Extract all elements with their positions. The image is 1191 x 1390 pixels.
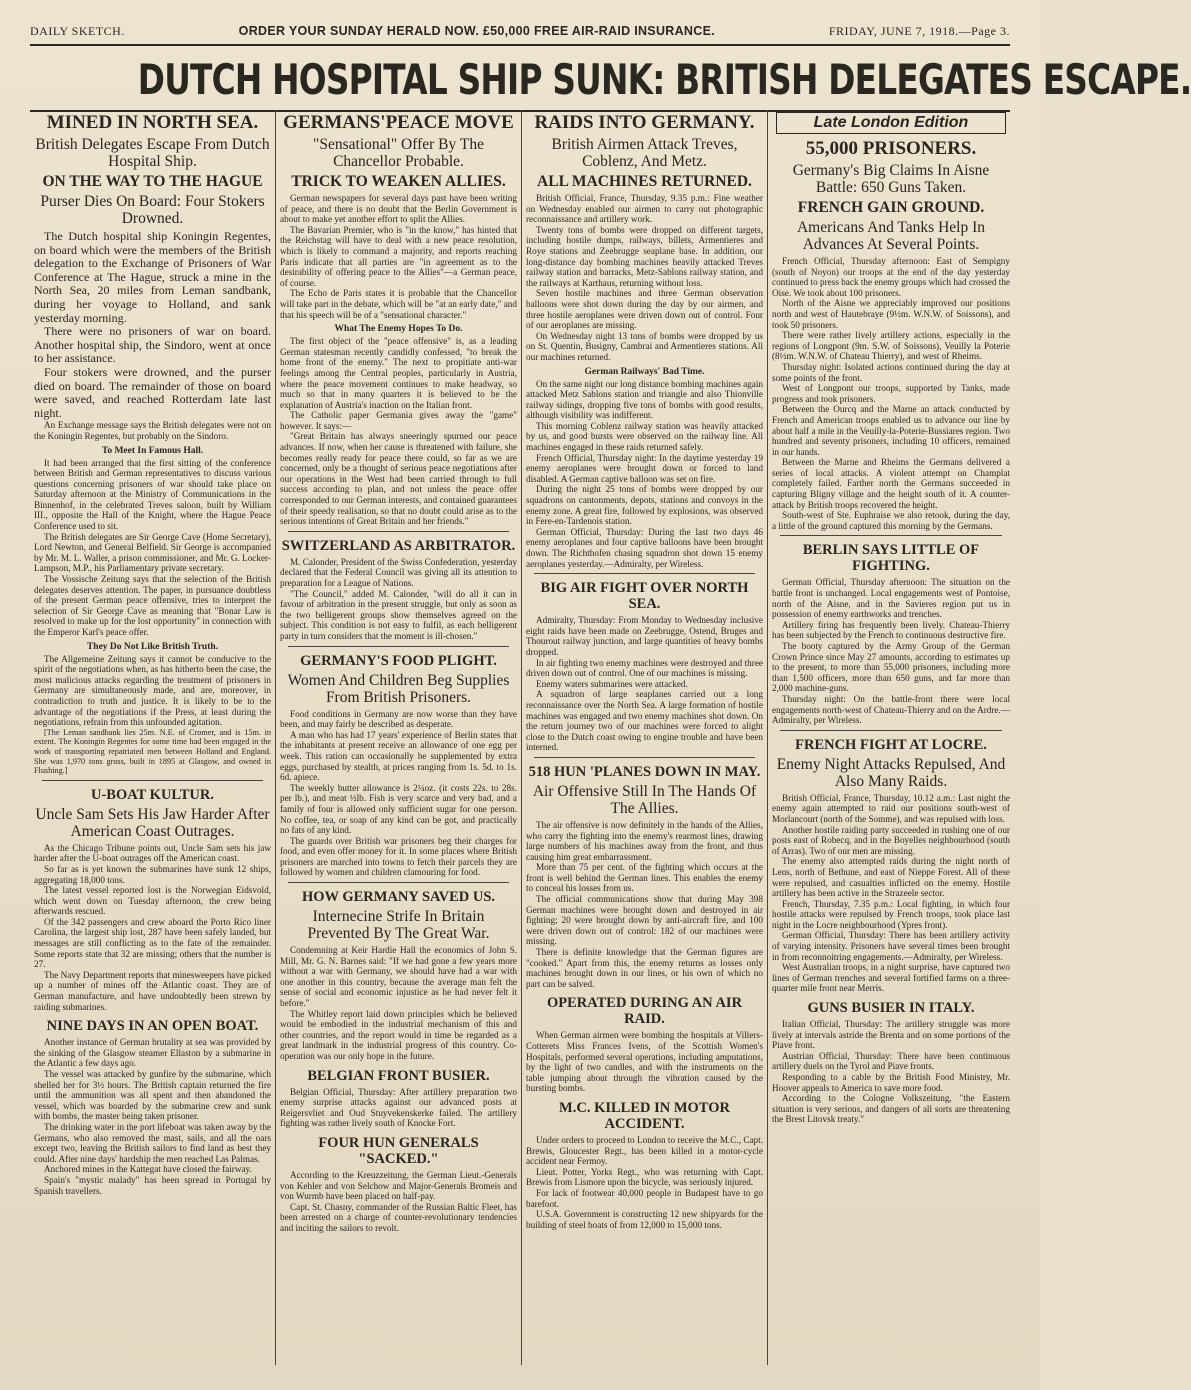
col2-headline-2: SWITZERLAND AS ARBITRATOR. — [281, 537, 516, 554]
col2-subhead: TRICK TO WEAKEN ALLIES. — [291, 173, 506, 190]
col2-sub1: What The Enemy Hopes To Do. — [334, 324, 463, 335]
col2-p2: The Bavarian Premier, who is "in the know," has hinted that the Reichstag will have to deal with a new peace resolution, which is likely to command a majority, and reports reaching Paris indicate that all parties are "in agreement as to the desirability of offering peace to the Allies"—a German peace, of course. — [280, 224, 517, 288]
col3-p4: On Wednesday night 13 tons of bombs were dropped by us on St. Quentin, Busigny, Cambrai and Armentieres stations. All our machines returned. — [526, 330, 763, 362]
col4-p14: Another hostile raiding party succeeded in rushing one of our posts east of Robecq, and in the Boyelles neighbourhood (south of Arras). Two of our men are missing. — [772, 824, 1010, 856]
col2-p1: German newspapers for several days past have been writing of peace, and there is no doubt that the Berlin Government is about to make yet another effort to split the Allies. — [280, 193, 517, 225]
col2-p10: A man who has had 17 years' experience of Berlin states that the inhabitants at present receive an allowance of one egg per week. This ration can occasionally be supplemented by extra eggs, purchased by stealth, at prices ranging from 1s. 5d. to 1s. 6d. apiece. — [280, 729, 517, 783]
col2-divider-2 — [288, 646, 509, 647]
col3-sub1: German Railways' Bad Time. — [584, 366, 705, 377]
col3-p6: This morning Coblenz railway station was heavily attacked by us, and good bursts were observed on the railway line. All machines engaged in these raids returned safely. — [526, 420, 763, 453]
col4-deck3: Enemy Night Attacks Repulsed, And Also Many Raids. — [776, 755, 1006, 790]
col4-p4: Thursday night: Isolated actions continued during the day at some points of the front. — [772, 361, 1010, 383]
col4-p7: Between the Marne and Rheims the Germans delivered a series of local attacks. A violent attempt on Champlat completely failed. Farther north the Germans succeeded in capturing Bligny village and the height south of it. A counter-attack by British troops recovered the height. — [772, 457, 1010, 510]
col3-p15: More than 75 per cent. of the fighting which occurs at the front is well behind the German lines. This enables the enemy to conceal his losses from us. — [526, 862, 763, 894]
col2-p13: Condemning at Keir Hardie Hall the economics of John S. Mill, Mr. G. N. Barnes said: "If we had gone a few years more without a war with Germany, we should have had a war with one another in this country, because the average man felt the sense of social and economic injustice as he had never felt it before." — [280, 945, 517, 1009]
col4-p16: French, Thursday, 7.35 p.m.: Local fighting, in which four hostile attacks were repulsed by French troops, took place last night in the Locre neighbourhood (Ypres front). — [772, 898, 1010, 930]
col1-p17: Anchored mines in the Kattegat have closed the fairway. — [44, 1164, 252, 1175]
col3-headline-2: BIG AIR FIGHT OVER NORTH SEA. — [540, 580, 749, 613]
col4-divider-2 — [780, 730, 1002, 731]
col3-p7: French Official, Thursday night: In the daytime yesterday 19 enemy aeroplanes were brought down or forced to land disabled. A German captive balloon was set on fire. — [526, 452, 763, 484]
col3-p21: For lack of footwear 40,000 people in Budapest have to go barefoot. — [526, 1187, 763, 1209]
col3-divider-1 — [534, 573, 755, 574]
col4-subhead: FRENCH GAIN GROUND. — [797, 199, 985, 216]
col4-p6: Between the Ourcq and the Marne an attack conducted by French and American troops enabled us to advance our line by about half a mile in the Veuilly-la-Poterie-Bussiares region. Two hundred and seventy prisoners, including 10 officers, remained in our hands. — [772, 404, 1010, 457]
col1-p6: The British delegates are Sir George Cave (Home Secretary), Lord Newton, and General Belfield. Sir George is accompanied by Mr. M. L. Waller, a prison commissioner, and Mr. G. Locker-Lampson, M.P., his Parliamentary private secretary. — [34, 531, 271, 574]
col2-p16: According to the Kreuzzeitung, the German Lieut.-Generals von Kehler and von Selchow and Major-Generals Bromeis and von Wurmb have been placed on half-pay. — [280, 1169, 517, 1202]
col3-p10: Admiralty, Thursday: From Monday to Wednesday inclusive eight raids have been made on Zeebrugge, Ostend, Bruges and Thourout railway junction, and large quantities of heavy bombs dropped. — [526, 615, 763, 657]
col1-p5: It had been arranged that the first sitting of the conference between British and German representatives to discuss various questions concerning prisoners of war should take place on Saturday afternoon at the Ministry of Communications in the Binnenhof, in the celebrated Treves saloon, built by William III., opposite the Hall of the Knight, where the Hague Peace Conference used to sit. — [34, 457, 271, 532]
col2-p15: Belgian Official, Thursday: After artillery preparation two enemy surprise attacks against our advanced posts at Reigersvliet and Oud Stuyvekenskerke failed. The artillery fighting was rather lively south of Knocke Fort. — [280, 1086, 517, 1129]
col1-p16: The drinking water in the port lifeboat was taken away by the Germans, who also removed the mast, sails, and all the oars except two, leaving the British sailors to find land as best they could. After nine days' hardship the men reached Las Palmas. — [34, 1121, 271, 1164]
col2-p12: The guards over British war prisoners beg their charges for food, and even offer money for it. In some places where British prisoners are marched into towns to fetch their parcels they are followed by women and children clamouring for food. — [280, 835, 517, 878]
col3-headline-3: 518 HUN 'PLANES DOWN IN MAY. — [528, 763, 761, 780]
col4-p10: Artillery firing has frequently been lively. Chateau-Thierry has been subjected by the French to continuous destructive fire. — [772, 619, 1010, 641]
col4-p9: German Official, Thursday afternoon: The situation on the battle front is unchanged. Local engagements west of Pontoise, north of the Aisne, and in the Savieres region put us in possession of enemy earthworks and trenches. — [772, 577, 1010, 620]
col3-p18: When German airmen were bombing the hospitals at Villers-Cotterets Miss Frances Ivens, of the Scottish Women's Hospitals, performed several operations, including amputations, by the light of two candles, and with the instruments on the table jumping about through the vibration caused by the bursting bombs. — [526, 1030, 763, 1094]
col3-p16: The official communications show that during May 398 German machines were brought down and destroyed in air fighting; 20 were brought down by anti-aircraft fire, and 100 were driven down out of control: 182 of our machines were missing. — [526, 894, 763, 947]
col1-note: [The Leman sandbank lies 25m. N.E. of Cromer, and is 15m. in extent. The Koningin Regentes for some time had been engaged in the work of transporting repatriated men between Holland and England. She was 1,970 tons gross, built in 1895 at Glasgow, and owned in Flushing.] — [34, 727, 271, 776]
col4-headline-3: FRENCH FIGHT AT LOCRE. — [795, 736, 987, 753]
col1-p11: The latest vessel reported lost is the Norwegian Eidsvold, which went down on Tuesday afternoon, the crew being afterwards rescued. — [34, 885, 271, 917]
col1-deck3: Uncle Sam Sets His Jaw Harder After American Coast Outrages. — [35, 805, 270, 840]
col2-p9: Food conditions in Germany are now worse than they have been, and may fairly be described as desperate. — [280, 708, 517, 730]
col1-lead: The Dutch hospital ship Koningin Regentes, on board which were the members of the British delegation to the Exchange of Prisoners of War Conference at The Hague, struck a mine in the North Sea, 20 miles from Leman sandbank, during her voyage to Holland, and sank yesterday morning. — [34, 229, 271, 325]
col1-sub1: To Meet In Famous Hall. — [101, 445, 204, 456]
col3-p14: The air offensive is now definitely in the hands of the Allies, who carry the fighting into the enemy's rearmost lines, drawing large numbers of his machines away from the front, and thus causing him great embarrassment. — [526, 819, 763, 862]
col2-headline-5: BELGIAN FRONT BUSIER. — [307, 1067, 490, 1084]
col3-p5: On the same night our long distance bombing machines again attacked Metz Sablons station and triangle and also Thionville railway sidings, dropping five tons of bombs with good results, although visibility was indifferent. — [526, 378, 763, 421]
column-2 — [276, 110, 522, 1365]
col3-headline-5: M.C. KILLED IN MOTOR ACCIDENT. — [559, 1099, 730, 1132]
col1-headline-3: NINE DAYS IN AN OPEN BOAT. — [46, 1018, 259, 1035]
col1-sub2: They Do Not Like British Truth. — [86, 641, 219, 652]
col3-headline-4: OPERATED DURING AN AIR RAID. — [546, 995, 743, 1028]
main-headline: DUTCH HOSPITAL SHIP SUNK: BRITISH DELEGATES ESCAPE. — [137, 55, 1191, 104]
col4-p3: There were rather lively artillery actions, especially in the regions of Longpont (9m. S.W. of Soissons), Veuilly la Poterie (8½m. W.N.W. of Chateau Thierry), and west of Rheims. — [772, 330, 1010, 362]
col4-p18: West Australian troops, in a night surprise, have captured two lines of German trenches and several fortified farms on a three-quarter mile front near Merris. — [772, 962, 1010, 994]
col4-deck: Germany's Big Claims In Aisne Battle: 650 Guns Taken. — [792, 162, 990, 196]
column-1 — [30, 110, 276, 1365]
col3-p17: There is definite knowledge that the German figures are "cooked." Apart from this, the enemy returns as losses only machines brought down in our lines, or his own of which no part can be salved. — [526, 947, 763, 989]
col1-headline-2: U-BOAT KULTUR. — [90, 786, 214, 803]
col4-p22: According to the Cologne Volkszeitung, "the Eastern situation is very serious, and dangers of all sorts are threatening the Brest Litovsk treaty." — [772, 1093, 1010, 1125]
col2-p7: M. Calonder, President of the Swiss Confederation, yesterday declared that the Federal Council was giving all its attention to preparation for a League of Nations. — [280, 556, 517, 588]
col2-p14: The Whitley report laid down principles which he believed would be embodied in the industrial mechanism of this and other countries, and the report would in time be regarded as a great landmark in the industrial progress of this country. Co-operation was our only hope in the future. — [280, 1008, 517, 1061]
col4-divider-1 — [780, 535, 1002, 536]
col1-p7: The Vossische Zeitung says that the selection of the British delegates deserves attention. The paper, in pursuance doubtless of the present German peace offensive, tries to interpret the selection of Sir George Cave as meaning that "Bonar Law is resolved to make up for the lost opportunity" in connection with the Emperor Karl's peace offer. — [34, 574, 271, 637]
col2-p5: The Catholic paper Germania gives away the "game" however. It says:— — [280, 410, 517, 431]
col2-divider-1 — [288, 531, 509, 532]
col4-p1: French Official, Thursday afternoon: East of Sempigny (south of Noyon) our troops at the end of the day yesterday continued to press back the enemy groups which had crossed the Oise. We took about 100 prisoners. — [772, 256, 1010, 298]
col3-deck2: Air Offensive Still In The Hands Of The Allies. — [532, 782, 757, 817]
col3-deck: British Airmen Attack Treves, Coblenz, And Metz. — [551, 136, 738, 170]
col3-p8: During the night 25 tons of bombs were dropped by our squadrons on cantonments, depots, stations and convoys in the enemy zone. A great fire, followed by explosions, was observed in Fere-en-Tardenois station. — [526, 484, 763, 527]
col2-p17: Capt. St. Chasny, commander of the Russian Baltic Fleet, has been arrested on a charge of counter-revolutionary tendencies and inciting the sailors to revolt. — [280, 1201, 517, 1233]
paper-name: DAILY SKETCH. — [30, 23, 125, 38]
col1-deck: British Delegates Escape From Dutch Hospital Ship. — [35, 136, 270, 170]
col1-p18: Spain's "mystic malady" has been spread in Portugal by Spanish travellers. — [34, 1174, 271, 1196]
col2-p6: "Great Britain has always sneeringly spurned our peace advances. If now, when her cause is threatened with failure, she becomes really ready for peace there could, so far as we are concerned, only be a thought of serious peace negotiations after our operations in the West had been carried through to full success according to plan, and not unless the peace offer corresponded to our German interests, and contained guarantees of their speedy realisation, so that no doubt could arise as to the serious intentions of Great Britain and her friends." — [280, 431, 517, 527]
col2-deck2: Women And Children Beg Supplies From British Prisoners. — [287, 671, 510, 706]
col4-p17: German Official, Thursday: There has been artillery activity of varying intensity. Prisoners have several times been brought in from reconnoitring engagements.—Admiralty, per Wireless. — [772, 930, 1010, 962]
col4-p11: The booty captured by the Army Group of the German Crown Prince since May 27 amounts, according to estimates up to the present, to more than 55,000 prisoners, including more than 1,500 officers, more than 650 guns, and far more than 2,000 machine-guns. — [772, 641, 1010, 694]
col4-p5: West of Longpont our troops, supported by Tanks, made progress and took prisoners. — [772, 383, 1010, 404]
masthead — [30, 20, 1010, 42]
col4-p13: British Official, France, Thursday, 10.12 a.m.: Last night the enemy again attempted to raid our positions south-west of Morlancourt (north of the Somme), and was repulsed with loss. — [772, 792, 1010, 824]
col1-p10: So far as is yet known the submarines have sunk 12 ships, aggregating 18,000 tons. — [34, 863, 271, 885]
col1-p3: Four stokers were drowned, and the purser died on board. The remainder of those on board were saved, and reached Rotterdam late last night. — [34, 364, 271, 420]
col2-divider-3 — [288, 882, 509, 883]
col4-p8: South-west of Ste. Euphraise we also retook, during the day, a little of the ground captured this morning by the Germans. — [772, 510, 1010, 531]
col3-p22: U.S.A. Government is constructing 12 new shipyards for the building of steel boats of from 12,000 to 15,000 tons. — [526, 1209, 763, 1230]
col3-p9: German Official, Thursday: During the last two days 46 enemy aeroplanes and four captive balloons have been brought down. The Richthofen chasing squadron shot down 15 enemy aeroplanes yesterday.—Admiralty, per Wireless. — [526, 526, 763, 569]
col1-deck2: Purser Dies On Board: Four Stokers Drowned. — [40, 193, 265, 227]
col1-p8: The Allgemeine Zeitung says it cannot be conducive to the spirit of the negotiations when, as has hitherto been the case, the most malicious attacks regarding the treatment of prisoners in Germany are simultaneously made, and are, moreover, in contradiction to truth and justice. It is likely to be to the advantage of the negotiations if the Press, at least during the negotiations, refrain from this unfounded agitation. — [34, 653, 271, 728]
col3-p11: In air fighting two enemy machines were destroyed and three driven down out of control. One of our machines is missing. — [526, 657, 763, 679]
col4-headline-2: BERLIN SAYS LITTLE OF FIGHTING. — [802, 542, 980, 575]
col2-p3: The Echo de Paris states it is probable that the Chancellor will take part in the debate, which will be "at an early date," and that his speech will be of a "sensational character." — [280, 288, 517, 320]
col1-p9: As the Chicago Tribune points out, Uncle Sam sets his jaw harder after the U-boat outrages off the American coast. — [34, 842, 271, 864]
col2-headline-4: HOW GERMANY SAVED US. — [301, 889, 496, 906]
columns — [30, 110, 1015, 1365]
col1-p14: Another instance of German brutality at sea was provided by the sinking of the Glasgow steamer Ellaston by a submarine in the Atlantic a few days ago. — [34, 1037, 271, 1069]
col3-subhead: ALL MACHINES RETURNED. — [537, 173, 752, 190]
col4-p2: North of the Aisne we appreciably improved our positions north and west of Hautebraye (9½m. W.N.W. of Soissons), and took 50 prisoners. — [772, 298, 1010, 330]
col3-headline: RAIDS INTO GERMANY. — [534, 112, 755, 133]
col1-p4: An Exchange message says the British delegates were not on the Koningin Regentes, but probably on the Sindoro. — [34, 420, 271, 441]
col1-divider — [42, 780, 263, 781]
col4-p21: Responding to a cable by the British Food Ministry, Mr. Hoover appeals to America to save more food. — [772, 1072, 1010, 1093]
col3-divider-2 — [534, 757, 755, 758]
masthead-promo: ORDER YOUR SUNDAY HERALD NOW. £50,000 FREE AIR-RAID INSURANCE. — [238, 24, 715, 38]
col4-p20: Austrian Official, Thursday: There have been continuous artillery duels on the Tyrol and Piave fronts. — [772, 1050, 1010, 1072]
col3-p12: Enemy waters submarines were attacked. — [536, 678, 688, 689]
col4-headline-4: GUNS BUSIER IN ITALY. — [807, 1000, 975, 1017]
col4-headline: 55,000 PRISONERS. — [805, 138, 977, 159]
col1-p13: The Navy Department reports that minesweepers have picked up a number of mines off the Atlantic coast. They are of German manufacture, and have undoubtedly been strewn by raiding submarines. — [34, 969, 271, 1012]
col2-p8: "The Council," added M. Calonder, "will do all it can in favour of arbitration in the present struggle, but only as soon as the two belligerent groups show themselves agreed on the subject. This condition is not easy to fulfil, as each belligerent party in turn considers that the moment is ill-chosen." — [280, 588, 517, 641]
col3-p3: Seven hostile machines and three German observation balloons were shot down during the day by our airmen, and three hostile aeroplanes were driven down out of control. Four of our aeroplanes are missing. — [526, 288, 763, 331]
col3-p20: Lieut. Potter, Yorks Regt., who was returning with Capt. Brewis from Lismore upon the bicycle, was seriously injured. — [526, 1166, 763, 1188]
issue-date: FRIDAY, JUNE 7, 1918.—Page 3. — [828, 23, 1010, 38]
col1-headline: MINED IN NORTH SEA. — [46, 112, 259, 133]
col1-p15: The vessel was attacked by gunfire by the submarine, which shelled her for 3½ hours. The British captain returned the fire until the ammunition was all spent and then abandoned the vessel, which was boarded by the submarine crew and sunk with bombs, the master being taken prisoner. — [34, 1069, 271, 1122]
col4-p19: Italian Official, Thursday: The artillery struggle was more lively at intervals astride the Brenta and on some portions of the Piave front. — [772, 1019, 1010, 1051]
col1-p2: There were no prisoners of war on board. Another hospital ship, the Sindoro, went at once to her assistance. — [34, 324, 271, 366]
col2-deck3: Internecine Strife In Britain Prevented By The Great War. — [307, 908, 490, 943]
col2-p4: The first object of the "peace offensive" is, as a leading German statesman recently candidly confessed, "to break the home front of the enemy." The next to propitiate anti-war feelings among the Central peoples, particularly in Austria, where the peace movement continues to make headway, so much so that in many quarters it is believed to be the explanation of Austria's inaction on the Italian front. — [280, 336, 517, 410]
col3-p19: Under orders to proceed to London to receive the M.C., Capt. Brewis, Gloucester Regt., has been killed in a motor-cycle accident near Fermoy. — [526, 1134, 763, 1167]
col4-p12: Thursday night: On the battle-front there were local engagements north-west of Chateau-Thierry and on the Ardre.—Admiralty, per Wireless. — [772, 693, 1010, 726]
col4-deck2: Americans And Tanks Help In Advances At Several Points. — [796, 219, 986, 253]
edition-banner: Late London Edition — [776, 112, 1006, 134]
col4-p15: The enemy also attempted raids during the night north of Lens, north of Bethune, and east of Nieppe Forest. All of these were repulsed, and casualties inflicted on the enemy. Hostile artillery has been active in the Strazeele sector. — [772, 856, 1010, 899]
col3-p1: British Official, France, Thursday, 9.35 p.m.: Fine weather on Wednesday enabled our airmen to carry out photographic reconnaissance and artillery work. — [526, 193, 763, 225]
col3-p2: Twenty tons of bombs were dropped on different targets, including hostile dumps, railways, billets, Armentieres and Roye stations and Zeebrugge seaplane base. In addition, our long-distance day bombing machines heavily attacked Treves railway station and barracks, Metz-Sablons railway station, and the railways at Karthaus, returning without loss. — [526, 224, 763, 288]
column-4 — [768, 110, 1014, 1365]
col2-deck: "Sensational" Offer By The Chancellor Probable. — [313, 136, 484, 170]
col2-headline-3: GERMANY'S FOOD PLIGHT. — [300, 652, 497, 669]
col3-p13: A squadron of large seaplanes carried out a long reconnaissance over the North Sea. A large formation of hostile machines was engaged and two enemy machines shot down. On the return journey two of our machines were forced to alight close to the Dutch coast owing to engine trouble and have been interned. — [526, 689, 763, 753]
col1-subhead: ON THE WAY TO THE HAGUE — [42, 173, 263, 190]
column-3 — [522, 110, 768, 1365]
col2-p11: The weekly butter allowance is 2¼oz. (it costs 22s. to 28s. per lb.), and meat ½lb. Fish is very scarce and very bad, and a family of four is allowed only sufficient sugar for one person. No coffee, tea, or soap of any kind can be got, and practically no fats of any kind. — [280, 782, 517, 836]
col2-headline: GERMANS'PEACE MOVE — [283, 112, 514, 133]
col1-p12: Of the 342 passengers and crew aboard the Porto Rico liner Carolina, the largest ship lost, 287 have been safely landed, but messages are still conflicting as to the fate of the remainder. Some reports state that 32 are missing; others that the number is 27. — [34, 916, 271, 970]
col2-headline-6: FOUR HUN GENERALS "SACKED." — [318, 1134, 479, 1167]
masthead-rule — [30, 44, 1010, 46]
